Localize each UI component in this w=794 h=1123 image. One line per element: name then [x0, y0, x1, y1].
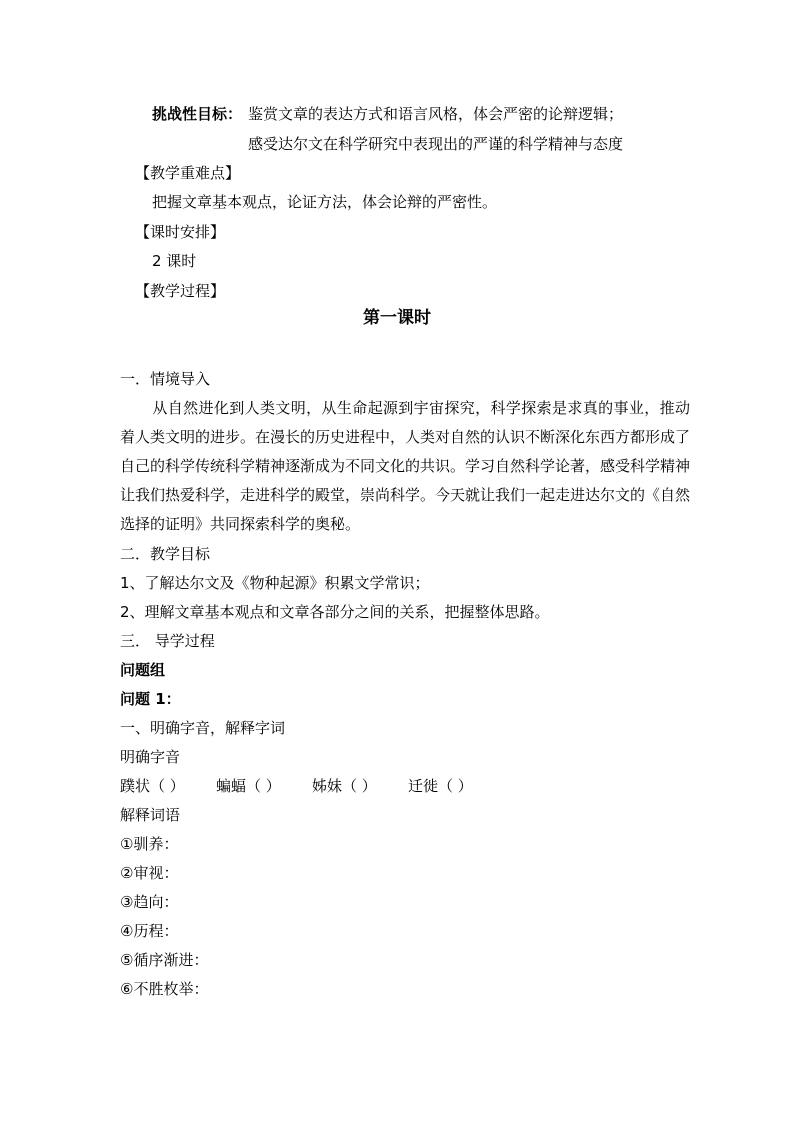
challenge-goal-label: 挑战性目标：	[152, 105, 243, 123]
vocab-item: ③趋向：	[120, 893, 179, 911]
vocab-heading: 解释词语	[120, 806, 181, 824]
challenge-goal-line-1: 鉴赏文章的表达方式和语言风格，体会严密的论辩逻辑；	[248, 105, 624, 123]
key-points-text: 把握文章基本观点，论证方法，体会论辩的严密性。	[152, 193, 498, 211]
pronunciation-item: 迁徙（ ）	[408, 777, 473, 795]
objective-item: 1、了解达尔文及《物种起源》积累文学常识；	[120, 574, 430, 592]
task-heading: 一、明确字音，解释字词	[120, 719, 286, 737]
section-3-heading: 三． 导学过程	[120, 632, 215, 650]
schedule-text: 2 课时	[152, 252, 197, 270]
schedule-heading: 【课时安排】	[135, 223, 226, 241]
pronunciation-item: 蹼状（ ）	[120, 777, 185, 795]
pronunciation-item: 姊妹（ ）	[312, 777, 377, 795]
vocab-item: ⑥不胜枚举：	[120, 980, 209, 998]
section-1-heading: 一．情境导入	[120, 370, 211, 388]
vocab-item: ⑤循序渐进：	[120, 951, 209, 969]
pronunciation-heading: 明确字音	[120, 748, 181, 766]
vocab-item: ④历程：	[120, 922, 179, 940]
question-group-label: 问题组	[120, 661, 166, 679]
vocab-item: ①驯养：	[120, 835, 179, 853]
section-2-heading: 二．教学目标	[120, 545, 211, 563]
question-label: 问题 1：	[120, 690, 181, 708]
key-points-heading: 【教学重难点】	[135, 164, 241, 182]
lesson-title: 第一课时	[363, 308, 431, 328]
challenge-goal-line-2: 感受达尔文在科学研究中表现出的严谨的科学精神与态度	[248, 135, 624, 153]
vocab-item: ②审视：	[120, 864, 179, 882]
section-1-paragraph-text: 从自然进化到人类文明，从生命起源到宇宙探究，科学探索是求真的事业，推动着人类文明的进步。在漫长的历史进程中，人类对自然的认识不断深化东西方都形成了自己的科学传统科学精神逐渐成为不同文化的共识。学习自然科学论著，感受科学精神让我们热爱科学，走进科学的殿堂，崇尚科学。今天就让我们一起走进达尔文的《自然选择的证明》共同探索科学的奥秘。	[120, 399, 691, 533]
pronunciation-item: 蝙蝠（ ）	[216, 777, 281, 795]
section-1-paragraph	[120, 394, 690, 539]
objective-item: 2、理解文章基本观点和文章各部分之间的关系，把握整体思路。	[120, 603, 550, 621]
process-heading: 【教学过程】	[135, 282, 226, 300]
